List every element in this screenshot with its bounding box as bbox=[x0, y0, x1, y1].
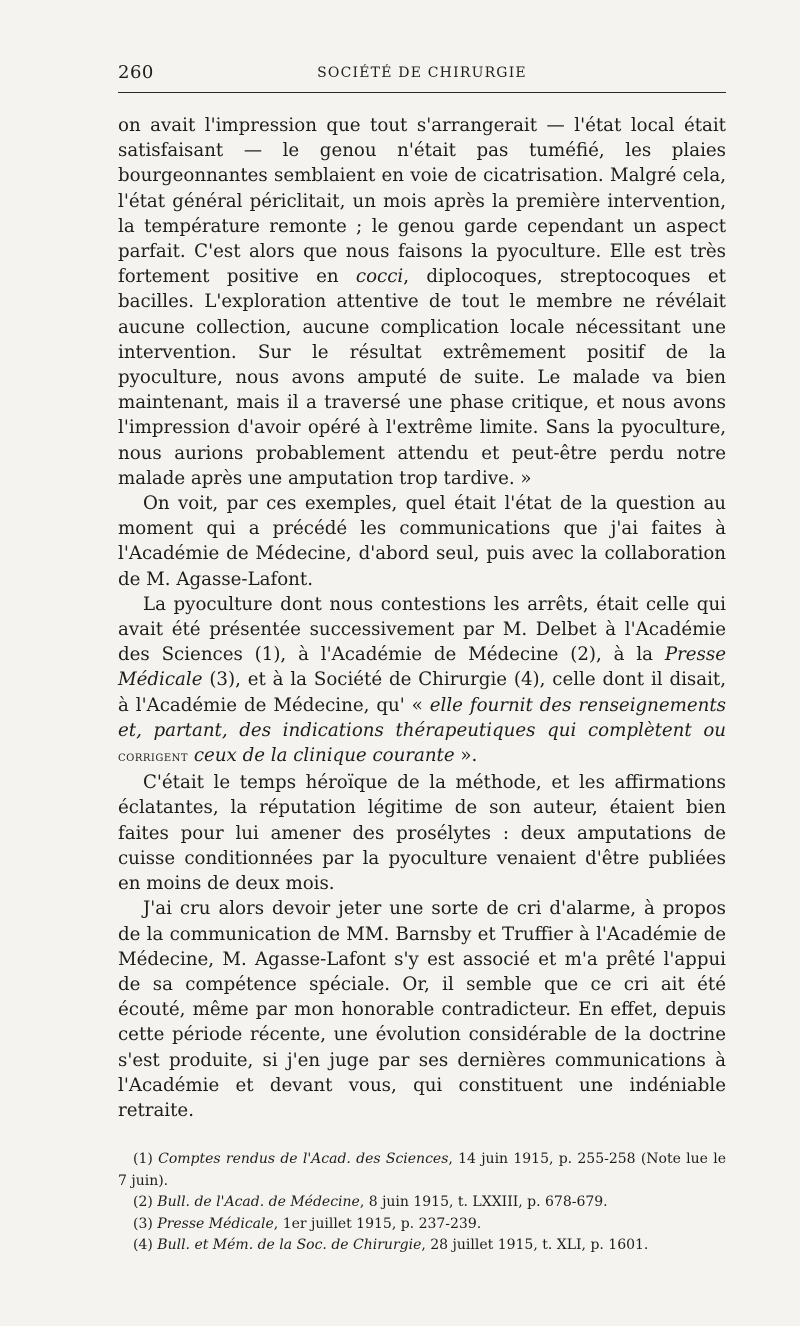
footnote-details: , 1er juillet 1915, p. 237-239. bbox=[273, 1215, 482, 1232]
footnote-source: Presse Médicale bbox=[157, 1215, 274, 1232]
quotation: ceux de la clinique courante bbox=[193, 745, 455, 767]
footnote-source: Bull. de l'Acad. de Médecine bbox=[157, 1194, 360, 1211]
paragraph-5: J'ai cru alors devoir jeter une sorte de cri d'alarme, à propos de la communication de MM. Barnsby et Truffier à l'Académie de Médecine, M. Agasse-Lafont s'y est associé et m'a prêté l'appui de sa compétence spéciale. Or, il semble que ce cri ait été écouté, même par mon honorable contradicteur. En effet, depuis cette période récente, une évolution considérable de la doctrine s'est produite, si j'en juge par ses dernières communications à l'Académie et devant vous, qui constituent une indéniable retraite. bbox=[118, 898, 726, 1121]
footnote-number: (4) bbox=[133, 1237, 158, 1254]
text-span: , diplocoques, streptocoques et bacilles. L'exploration attentive de tout le membre ne révélait aucune collection, aucune complication locale nécessitant une intervention. Sur le résultat extrêmement positif de la pyoculture, nous avons amputé de suite. Le malade va bien maintenant, mais il a traversé une phase critique, et nous avons l'impression d'avoir opéré à l'extrême limite. Sans la pyoculture, nous aurions probablement attendu et peut-être perdu notre malade après une amputation trop tardive. » bbox=[118, 266, 726, 489]
page-header bbox=[118, 62, 726, 93]
paragraph-1 bbox=[118, 113, 726, 491]
footnote-details: , 14 juin 1915, p. 255-258 (Note lue le 7 juin). bbox=[118, 1151, 727, 1189]
paragraph-3 bbox=[118, 592, 726, 770]
body-text bbox=[118, 113, 726, 1123]
page-number: 260 bbox=[118, 62, 154, 83]
text-span: La pyoculture dont nous contestions les arrêts, était celle qui avait été présentée successivement par M. Delbet à l'Académie des Sciences (1), à l'Académie de Médecine (2), à la bbox=[118, 593, 726, 666]
document-page bbox=[118, 62, 726, 1257]
footnote-source: Comptes rendus de l'Acad. des Sciences bbox=[158, 1151, 449, 1168]
quotation: elle fournit des renseignements et, partant, des indications thérapeutiques qui complètent ou bbox=[118, 694, 726, 741]
emphasis-smallcaps: corrigent bbox=[118, 749, 189, 766]
paragraph-4: C'était le temps héroïque de la méthode, et les affirmations éclatantes, la réputation légitime de son auteur, étaient bien faites pour lui amener des prosélytes : deux amputations de cuisse conditionnées par la pyoculture venaient d'être publiées en moins de deux mois. bbox=[118, 772, 726, 895]
footnote-2 bbox=[118, 1192, 726, 1214]
footnote-number: (1) bbox=[133, 1151, 159, 1168]
footnote-number: (2) bbox=[133, 1194, 158, 1211]
footnote-details: , 28 juillet 1915, t. XLI, p. 1601. bbox=[421, 1237, 649, 1254]
footnote-3 bbox=[118, 1214, 726, 1236]
footnote-source: Bull. et Mém. de la Soc. de Chirurgie bbox=[157, 1237, 422, 1254]
italic-term: cocci bbox=[355, 266, 404, 288]
footnote-1 bbox=[118, 1149, 726, 1192]
text-span: on avait l'impression que tout s'arrangerait — l'état local était satisfaisant — le genou n'était pas tuméfié, les plaies bourgeonnantes semblaient en voie de cicatrisation. Malgré cela, l'état général périclitait, un mois après la première intervention, la température remonte ; le genou garde cependant un aspect parfait. C'est alors que nous faisons la pyoculture. Elle est très fortement positive en bbox=[118, 115, 726, 288]
paragraph-2: On voit, par ces exemples, quel était l'état de la question au moment qui a précédé les communications que j'ai faites à l'Académie de Médecine, d'abord seul, puis avec la collaboration de M. Agasse-Lafont. bbox=[118, 493, 726, 590]
footnotes bbox=[118, 1149, 726, 1257]
text-span: ». bbox=[454, 745, 478, 767]
footnote-number: (3) bbox=[133, 1215, 158, 1232]
footnote-details: , 8 juin 1915, t. LXXIII, p. 678-679. bbox=[359, 1194, 608, 1211]
running-title: SOCIÉTÉ DE CHIRURGIE bbox=[317, 65, 527, 81]
journal-title: Presse Médicale bbox=[118, 644, 726, 691]
footnote-4 bbox=[118, 1235, 726, 1257]
text-span: (3), et à la Société de Chirurgie (4), celle dont il disait, à l'Académie de Médecine, qu' « bbox=[118, 669, 726, 716]
